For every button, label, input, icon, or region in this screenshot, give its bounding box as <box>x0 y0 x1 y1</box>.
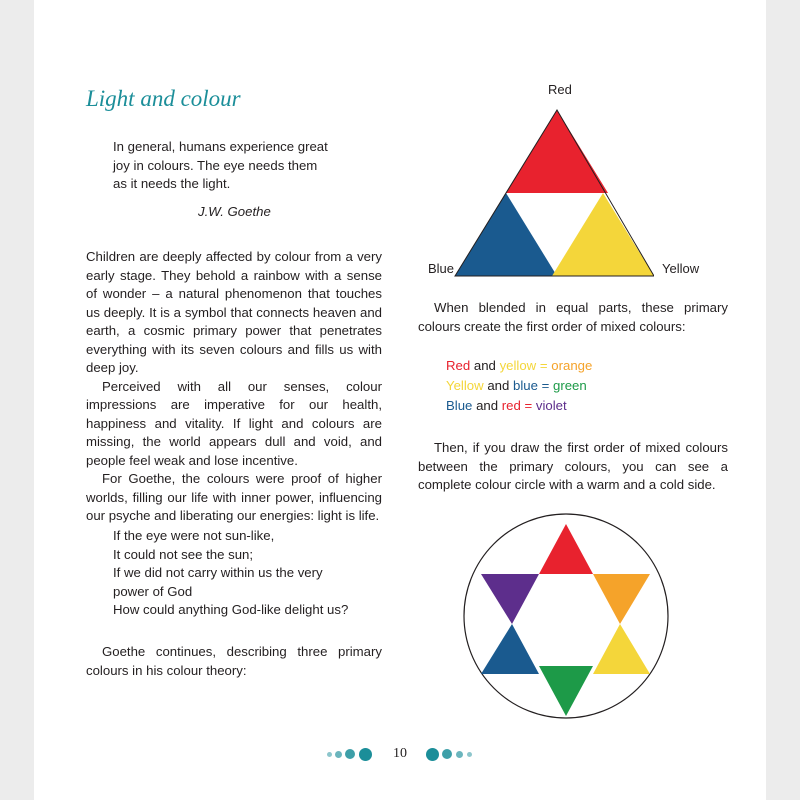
footer-dot <box>345 749 355 759</box>
poem-line: If the eye were not sun-like, <box>113 528 275 543</box>
quote-line: In general, humans experience great <box>113 139 328 154</box>
mix-term: Blue <box>446 398 473 413</box>
mix-term: red <box>501 398 521 413</box>
mix-row <box>446 396 592 416</box>
page-footer <box>0 744 800 764</box>
triangle-blue <box>455 193 557 276</box>
triangle-label-red: Red <box>548 82 572 97</box>
mix-row <box>446 356 592 376</box>
mix-result: green <box>552 378 587 393</box>
mix-equals: = <box>541 378 550 393</box>
page-number: 10 <box>393 746 407 761</box>
footer-dot <box>442 749 452 759</box>
mix-row <box>446 376 592 396</box>
colour-circle-text <box>418 439 728 495</box>
quote-line: as it needs the light. <box>113 176 231 191</box>
poem-line: power of God <box>113 583 193 599</box>
triangle-label-blue: Blue <box>428 261 455 276</box>
footer-dot <box>467 752 472 757</box>
paragraph: Then, if you draw the first order of mixed colours between the primary colours, you can see a complete colour circle with a warm and a cold side. <box>418 440 728 492</box>
colour-circle <box>462 512 670 720</box>
footer-dot <box>335 751 342 758</box>
triangle-red <box>506 110 608 193</box>
page-title: Light and colour <box>86 86 241 111</box>
mix-and: and <box>476 398 499 413</box>
paragraph: Children are deeply affected by colour from a very early stage. They behold a rainbow with a sense of wonder – a natural phenomenon that touches us deeply. It is a symbol that connects heaven and earth, a cosmic primary power that penetrates everything with its seven colours and fills us with deep joy. <box>86 249 382 375</box>
mix-term: Yellow <box>446 378 484 393</box>
mixed-colours-list <box>446 356 592 416</box>
paragraph: For Goethe, the colours were proof of higher worlds, filling our life with inner power, influencing our psyche and liberating our energies: light is life. <box>86 471 382 523</box>
closing-paragraph <box>86 643 382 680</box>
quote-attribution: J.W. Goethe <box>198 204 271 219</box>
quote-line: joy in colours. The eye needs them <box>113 157 318 173</box>
poem-line: If we did not carry within us the very <box>113 565 323 580</box>
footer-dot <box>359 748 372 761</box>
poem-line: It could not see the sun; <box>113 546 254 562</box>
triangle-label-yellow: Yellow <box>662 261 700 276</box>
paragraph: Goethe continues, describing three primary colours in his colour theory: <box>86 644 382 678</box>
triangle-yellow <box>552 193 654 276</box>
body-text <box>86 248 382 526</box>
footer-dot <box>456 751 463 758</box>
poem-line: How could anything God-like delight us? <box>113 602 349 617</box>
mix-and: and <box>473 358 496 373</box>
goethe-quote <box>113 138 353 194</box>
mix-result: orange <box>551 358 593 373</box>
mix-term: blue <box>513 378 538 393</box>
footer-dot <box>327 752 332 757</box>
paragraph: Perceived with all our senses, colour impressions are imperative for our health, happiness and vitality. If light and colours are missing, the world appears dull and void, and people feel weak and lose incentive. <box>86 378 382 468</box>
mix-intro <box>418 299 728 336</box>
footer-dot <box>426 748 439 761</box>
mix-and: and <box>487 378 510 393</box>
paragraph: When blended in equal parts, these primary colours create the first order of mixed colours: <box>418 300 728 334</box>
mix-term: Red <box>446 358 471 373</box>
mix-result: violet <box>535 398 567 413</box>
mix-term: yellow <box>499 358 537 373</box>
goethe-poem <box>113 527 373 620</box>
mix-equals: = <box>539 358 548 373</box>
mix-equals: = <box>524 398 533 413</box>
primary-colour-triangle <box>440 108 654 278</box>
